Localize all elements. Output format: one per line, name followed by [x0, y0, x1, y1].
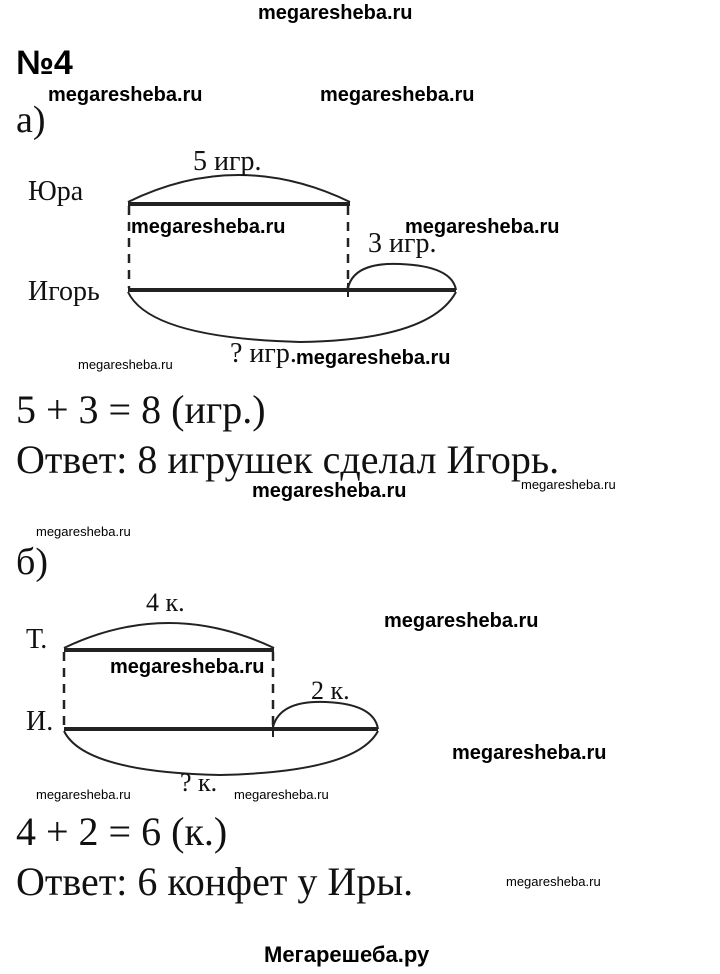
part-a-top-label: 5 игр.: [193, 146, 262, 177]
watermark-header: megaresheba.ru: [258, 2, 413, 24]
watermark: megaresheba.ru: [252, 480, 407, 502]
part-a-row1-name: Юра: [28, 176, 84, 207]
part-a-bottom-label: ? игр.: [230, 338, 297, 369]
part-a-label: а): [16, 99, 46, 141]
watermark-small: megaresheba.ru: [506, 874, 601, 889]
watermark: megaresheba.ru: [110, 656, 265, 678]
watermark-small: megaresheba.ru: [78, 357, 173, 372]
watermark: megaresheba.ru: [296, 347, 451, 369]
watermark: megaresheba.ru: [452, 742, 607, 764]
watermark-small: megaresheba.ru: [36, 524, 131, 539]
part-b-extra-label: 2 к.: [311, 676, 350, 705]
part-a-answer: Ответ: 8 игрушек сделал Игорь.: [16, 437, 560, 482]
part-b-bottom-arc: [64, 731, 378, 775]
part-b-row2-name: И.: [26, 706, 54, 737]
part-b-label: б): [16, 541, 48, 583]
watermark: megaresheba.ru: [405, 216, 560, 238]
part-a-row2-name: Игорь: [28, 276, 100, 307]
part-b-equation: 4 + 2 = 6 (к.): [16, 809, 228, 854]
part-b-row1-name: Т.: [26, 624, 48, 655]
watermark: megaresheba.ru: [320, 84, 475, 106]
footer-brand: Мегарешеба.ру: [264, 942, 430, 967]
part-a-extra-label: 3 игр.: [368, 228, 437, 259]
part-b-top-arc: [64, 623, 274, 648]
watermark: megaresheba.ru: [48, 84, 203, 106]
watermark: megaresheba.ru: [384, 610, 539, 632]
watermark-small: megaresheba.ru: [234, 787, 329, 802]
part-a-equation: 5 + 3 = 8 (игр.): [16, 387, 266, 432]
watermark-small: megaresheba.ru: [521, 477, 616, 492]
part-b-bottom-label: ? к.: [180, 768, 218, 797]
part-b-answer: Ответ: 6 конфет у Иры.: [16, 859, 414, 904]
task-number: №4: [16, 44, 73, 82]
part-b-top-label: 4 к.: [146, 588, 185, 617]
watermark-small: megaresheba.ru: [36, 787, 131, 802]
watermark: megaresheba.ru: [131, 216, 286, 238]
